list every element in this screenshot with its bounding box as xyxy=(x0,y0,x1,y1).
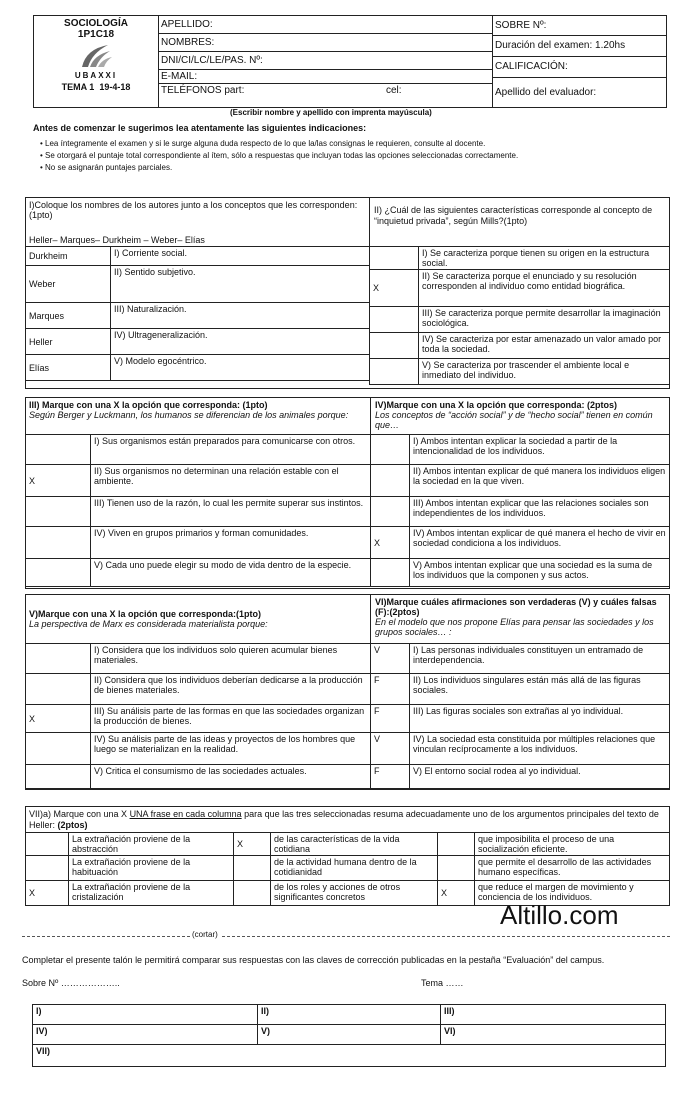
q3-option: IV) Viven en grupos primarios y forman comunidades. xyxy=(91,527,371,559)
q2-option: IV) Se caracteriza por estar amenazado un valor amado por toda la sociedad. xyxy=(419,333,670,359)
course-block xyxy=(34,16,159,107)
section-q3-q4 xyxy=(25,397,670,589)
table-row xyxy=(26,856,670,881)
divider xyxy=(370,595,371,643)
q7-mark-col3[interactable] xyxy=(438,833,475,856)
q7-phrase-col1: La extrañación proviene de la abstracción xyxy=(69,833,234,856)
q1-concept: III) Naturalización. xyxy=(111,303,370,329)
q4-subtitle: Los conceptos de “acción social” y de “hecho social” tienen en común que… xyxy=(375,410,653,430)
tema-date xyxy=(34,82,158,92)
q3-heading xyxy=(29,400,364,420)
table-row xyxy=(26,247,370,266)
q5-heading xyxy=(29,609,364,629)
q7-title-underlined: UNA frase en cada columna xyxy=(129,809,242,819)
q6-table xyxy=(370,643,670,789)
table-row xyxy=(26,355,370,381)
exam-date: 19-4-18 xyxy=(99,82,131,92)
q7-mark-col1[interactable]: X xyxy=(26,881,69,906)
q4-option: IV) Ambos intentan explicar de qué manera el hecho de vivir en sociedad condiciona a los individuos. xyxy=(410,527,670,559)
table-row xyxy=(33,1005,666,1025)
table-row xyxy=(26,765,371,789)
answer-cell[interactable]: VI) xyxy=(441,1025,666,1045)
table-row xyxy=(370,307,670,333)
table-row xyxy=(26,497,371,527)
q2-mark[interactable] xyxy=(370,307,419,333)
q3-option: V) Cada uno puede elegir su modo de vida dentro de la especie. xyxy=(91,559,371,587)
q5-mark[interactable] xyxy=(26,674,91,705)
q7-title: VII)a) Marque con una X UNA frase en cada columna para que las tres seleccionadas resuma adecuadamente uno de los argumentos principales del texto de Heller: (2ptos) xyxy=(29,809,659,830)
q6-subtitle: En el modelo que nos propone Elías para pensar las sociedades y los grupos sociales… : xyxy=(375,617,654,637)
table-row xyxy=(26,303,370,329)
q5-mark[interactable] xyxy=(26,765,91,789)
table-row xyxy=(371,733,670,765)
ubaxxi-logo-icon xyxy=(78,43,114,69)
table-row xyxy=(371,644,670,674)
q5-mark[interactable] xyxy=(26,733,91,765)
q3-subtitle: Según Berger y Luckmann, los humanos se diferencian de los animales porque: xyxy=(29,410,349,420)
table-row xyxy=(33,1025,666,1045)
q5-option: I) Considera que los individuos solo quieren acumular bienes materiales. xyxy=(91,644,371,674)
field-nombres[interactable]: NOMBRES: xyxy=(158,34,492,52)
answer-grid xyxy=(32,1004,666,1067)
answer-cell[interactable]: I) xyxy=(33,1005,258,1025)
q2-option: I) Se caracteriza porque tienen su origen en la estructura social. xyxy=(419,247,670,270)
q2-table xyxy=(369,246,670,385)
q5-option: V) Critica el consumismo de las sociedades actuales. xyxy=(91,765,371,789)
q2-title: II) ¿Cuál de las siguientes características corresponde al concepto de “inquietud privada”, según Mills?(1pto) xyxy=(374,205,653,226)
q3-table xyxy=(25,434,371,587)
table-row xyxy=(26,733,371,765)
table-row xyxy=(26,329,370,355)
q4-option: II) Ambos intentan explicar de qué manera los individuos eligen la sociedad en la que viven. xyxy=(410,465,670,497)
q7-mark-col3[interactable] xyxy=(438,856,475,881)
q7-mark-col2[interactable]: X xyxy=(234,833,271,856)
q1-concept: I) Corriente social. xyxy=(111,247,370,266)
q3-mark[interactable] xyxy=(26,435,91,465)
q2-mark[interactable] xyxy=(370,333,419,359)
q5-table xyxy=(25,643,371,789)
q2-mark[interactable] xyxy=(370,359,419,385)
table-row xyxy=(370,270,670,307)
q6-option: IV) La sociedad esta constituida por múltiples relaciones que vinculan recíprocamente a los individuos. xyxy=(410,733,670,765)
watermark: Altillo.com xyxy=(500,900,619,930)
footer-tema[interactable]: Tema …… xyxy=(421,978,464,988)
q4-mark[interactable] xyxy=(371,497,410,527)
q4-heading xyxy=(375,400,665,430)
q6-option: I) Las personas individuales constituyen un entramado de interdependencia. xyxy=(410,644,670,674)
divider xyxy=(369,198,370,246)
logo-text: UBAXXI xyxy=(74,71,118,80)
q2-option: II) Se caracteriza porque el enunciado y su resolución corresponden al individuo como entidad biográfica. xyxy=(419,270,670,307)
table-row xyxy=(371,465,670,497)
q7-mark-col1[interactable] xyxy=(26,856,69,881)
q6-title: VI)Marque cuáles afirmaciones son verdaderas (V) y cuáles falsas (F):(2ptos) xyxy=(375,597,657,617)
table-row xyxy=(26,674,371,705)
q7-phrase-col1: La extrañación proviene de la cristalización xyxy=(69,881,234,906)
q4-title: IV)Marque con una X la opción que corresponda: (2ptos) xyxy=(375,400,618,410)
table-row xyxy=(26,266,370,303)
q4-mark[interactable] xyxy=(371,465,410,497)
field-calificacion[interactable]: CALIFICACIÓN: xyxy=(492,57,666,78)
q5-title: V)Marque con una X la opción que corresponda:(1pto) xyxy=(29,609,262,619)
q1-answer[interactable]: Marques xyxy=(26,303,111,329)
answer-cell[interactable]: III) xyxy=(441,1005,666,1025)
q5-option: II) Considera que los individuos deberían dedicarse a la producción de bienes materiales. xyxy=(91,674,371,705)
q7-phrase-col3: que imposibilita el proceso de una socialización eficiente. xyxy=(475,833,670,856)
intro-bullet: • Lea íntegramente el examen y si le surge alguna duda respecto de lo que la/las consignas le requieren, consulte al docente. xyxy=(40,139,486,148)
q1-authors: Heller– Marques– Durkheim – Weber– Elías xyxy=(29,235,205,245)
q1-answer[interactable]: Elías xyxy=(26,355,111,381)
q2-option: III) Se caracteriza porque permite desarrollar la imaginación sociológica. xyxy=(419,307,670,333)
section-q7 xyxy=(25,806,670,904)
q4-mark[interactable]: X xyxy=(371,527,410,559)
q6-heading xyxy=(375,597,665,637)
q6-mark[interactable]: F xyxy=(371,705,410,733)
field-email[interactable]: E-MAIL: xyxy=(158,70,492,84)
field-cel: cel: xyxy=(386,85,402,96)
footer-sobre[interactable]: Sobre Nº ……………….. xyxy=(22,978,120,988)
q3-option: II) Sus organismos no determinan una relación estable con el ambiente. xyxy=(91,465,371,497)
q2-mark[interactable]: X xyxy=(370,270,419,307)
q3-mark[interactable]: X xyxy=(26,465,91,497)
q1-answer[interactable]: Weber xyxy=(26,266,111,303)
q5-mark[interactable] xyxy=(26,644,91,674)
q1-table xyxy=(25,246,370,381)
table-row xyxy=(371,765,670,789)
q7-mark-col2[interactable] xyxy=(234,856,271,881)
admin-fields xyxy=(492,16,666,107)
q3-title: III) Marque con una X la opción que corresponda: (1pto) xyxy=(29,400,268,410)
q2-option: V) Se caracteriza por trascender el ambiente local e inmediato del individuo. xyxy=(419,359,670,385)
q5-option: III) Su análisis parte de las formas en que las sociedades organizan la producción de bienes. xyxy=(91,705,371,733)
answer-cell[interactable]: IV) xyxy=(33,1025,258,1045)
q7-phrase-col3: que reduce el margen de movimiento y conciencia de los individuos. xyxy=(475,881,670,906)
table-row xyxy=(370,247,670,270)
q6-mark[interactable]: F xyxy=(371,765,410,789)
q7-phrase-col2: de la actividad humana dentro de la cotidianidad xyxy=(271,856,438,881)
q4-mark[interactable] xyxy=(371,435,410,465)
q5-subtitle: La perspectiva de Marx es considerada materialista porque: xyxy=(29,619,268,629)
field-apellido[interactable]: APELLIDO: xyxy=(158,16,492,34)
q3-mark[interactable] xyxy=(26,527,91,559)
answer-cell[interactable]: V) xyxy=(258,1025,441,1045)
intro-bullet: • No se asignarán puntajes parciales. xyxy=(40,163,173,172)
course-name: SOCIOLOGÍA xyxy=(64,18,128,29)
q6-option: III) Las figuras sociales son extrañas al yo individual. xyxy=(410,705,670,733)
table-row xyxy=(371,527,670,559)
q1-concept: IV) Ultrageneralización. xyxy=(111,329,370,355)
field-telefonos[interactable]: TELÉFONOS part: cel: xyxy=(161,85,402,96)
field-sobre[interactable]: SOBRE Nº: xyxy=(492,16,666,36)
header-note: (Escribir nombre y apellido con imprenta mayúscula) xyxy=(230,108,432,117)
q6-mark[interactable]: F xyxy=(371,674,410,705)
q4-table xyxy=(370,434,670,587)
table-row xyxy=(26,833,670,856)
q6-option: II) Los individuos singulares están más allá de las figuras sociales. xyxy=(410,674,670,705)
q5-mark[interactable]: X xyxy=(26,705,91,733)
answer-cell[interactable]: II) xyxy=(258,1005,441,1025)
q7-table xyxy=(25,832,670,906)
table-row xyxy=(26,644,371,674)
q7-mark-col1[interactable] xyxy=(26,833,69,856)
field-duracion: Duración del examen: 1.20hs xyxy=(492,36,666,57)
table-row xyxy=(26,435,371,465)
section-q5-q6 xyxy=(25,594,670,790)
q6-mark[interactable]: V xyxy=(371,644,410,674)
cut-label: (cortar) xyxy=(192,930,218,939)
course-code: 1P1C18 xyxy=(77,29,115,40)
q4-mark[interactable] xyxy=(371,559,410,587)
q1-answer[interactable]: Durkheim xyxy=(26,247,111,266)
intro-lead: Antes de comenzar le sugerimos lea atentamente las siguientes indicaciones: xyxy=(33,123,367,133)
answer-cell[interactable]: VII) xyxy=(33,1045,666,1067)
table-row xyxy=(26,559,371,587)
q7-phrase-col2: de las características de la vida cotidiana xyxy=(271,833,438,856)
q3-option: III) Tienen uso de la razón, lo cual les permite superar sus instintos. xyxy=(91,497,371,527)
q1-answer[interactable]: Heller xyxy=(26,329,111,355)
table-row xyxy=(370,333,670,359)
q3-mark[interactable] xyxy=(26,497,91,527)
personal-fields xyxy=(158,16,493,107)
q6-mark[interactable]: V xyxy=(371,733,410,765)
q7-phrase-col3: que permite el desarrollo de las actividades humano específicas. xyxy=(475,856,670,881)
cut-line xyxy=(22,936,670,938)
divider xyxy=(370,398,371,434)
table-row xyxy=(26,527,371,559)
q6-option: V) El entorno social rodea al yo individual. xyxy=(410,765,670,789)
table-row xyxy=(371,705,670,733)
q7-mark-col2[interactable] xyxy=(234,881,271,906)
q7-mark-col3[interactable]: X xyxy=(438,881,475,906)
tema-label: TEMA 1 xyxy=(61,82,95,92)
field-dni[interactable]: DNI/CI/LC/LE/PAS. Nº: xyxy=(158,52,492,70)
table-row xyxy=(26,465,371,497)
q2-mark[interactable] xyxy=(370,247,419,270)
table-row xyxy=(26,705,371,733)
table-row xyxy=(371,674,670,705)
intro-bullets xyxy=(40,138,670,174)
q3-option: I) Sus organismos están preparados para comunicarse con otros. xyxy=(91,435,371,465)
table-row xyxy=(371,435,670,465)
table-row xyxy=(371,497,670,527)
exam-header xyxy=(33,15,667,108)
q1-concept: II) Sentido subjetivo. xyxy=(111,266,370,303)
intro-bullet: • Se otorgará el puntaje total correspondiente al ítem, sólo a respuestas que incluyan todas las opciones seleccionadas correctamente. xyxy=(40,151,519,160)
q7-phrase-col1: La extrañación proviene de la habituación xyxy=(69,856,234,881)
q1-concept: V) Modelo egocéntrico. xyxy=(111,355,370,381)
q4-option: III) Ambos intentan explicar que las relaciones sociales son independientes de los individuos. xyxy=(410,497,670,527)
q4-option: V) Ambos intentan explicar que una sociedad es la suma de los individuos que la componen y sus actos. xyxy=(410,559,670,587)
section-q1-q2 xyxy=(25,197,670,389)
q7-points: (2ptos) xyxy=(57,820,88,830)
q1-title: I)Coloque los nombres de los autores junto a los conceptos que les corresponden:(1pto) xyxy=(29,200,358,220)
field-evaluador[interactable]: Apellido del evaluador: xyxy=(495,87,597,98)
table-row xyxy=(370,359,670,385)
table-row xyxy=(33,1045,666,1067)
footer-text: Completar el presente talón le permitirá comparar sus respuestas con las claves de corrección publicadas en la pestaña “Evaluación” del campus. xyxy=(22,955,605,965)
q3-mark[interactable] xyxy=(26,559,91,587)
q7-phrase-col2: de los roles y acciones de otros significantes concretos xyxy=(271,881,438,906)
q5-option: IV) Su análisis parte de las ideas y proyectos de los hombres que luego se materializan en la realidad. xyxy=(91,733,371,765)
q4-option: I) Ambos intentan explicar la sociedad a partir de la intencionalidad de los individuos. xyxy=(410,435,670,465)
table-row xyxy=(371,559,670,587)
